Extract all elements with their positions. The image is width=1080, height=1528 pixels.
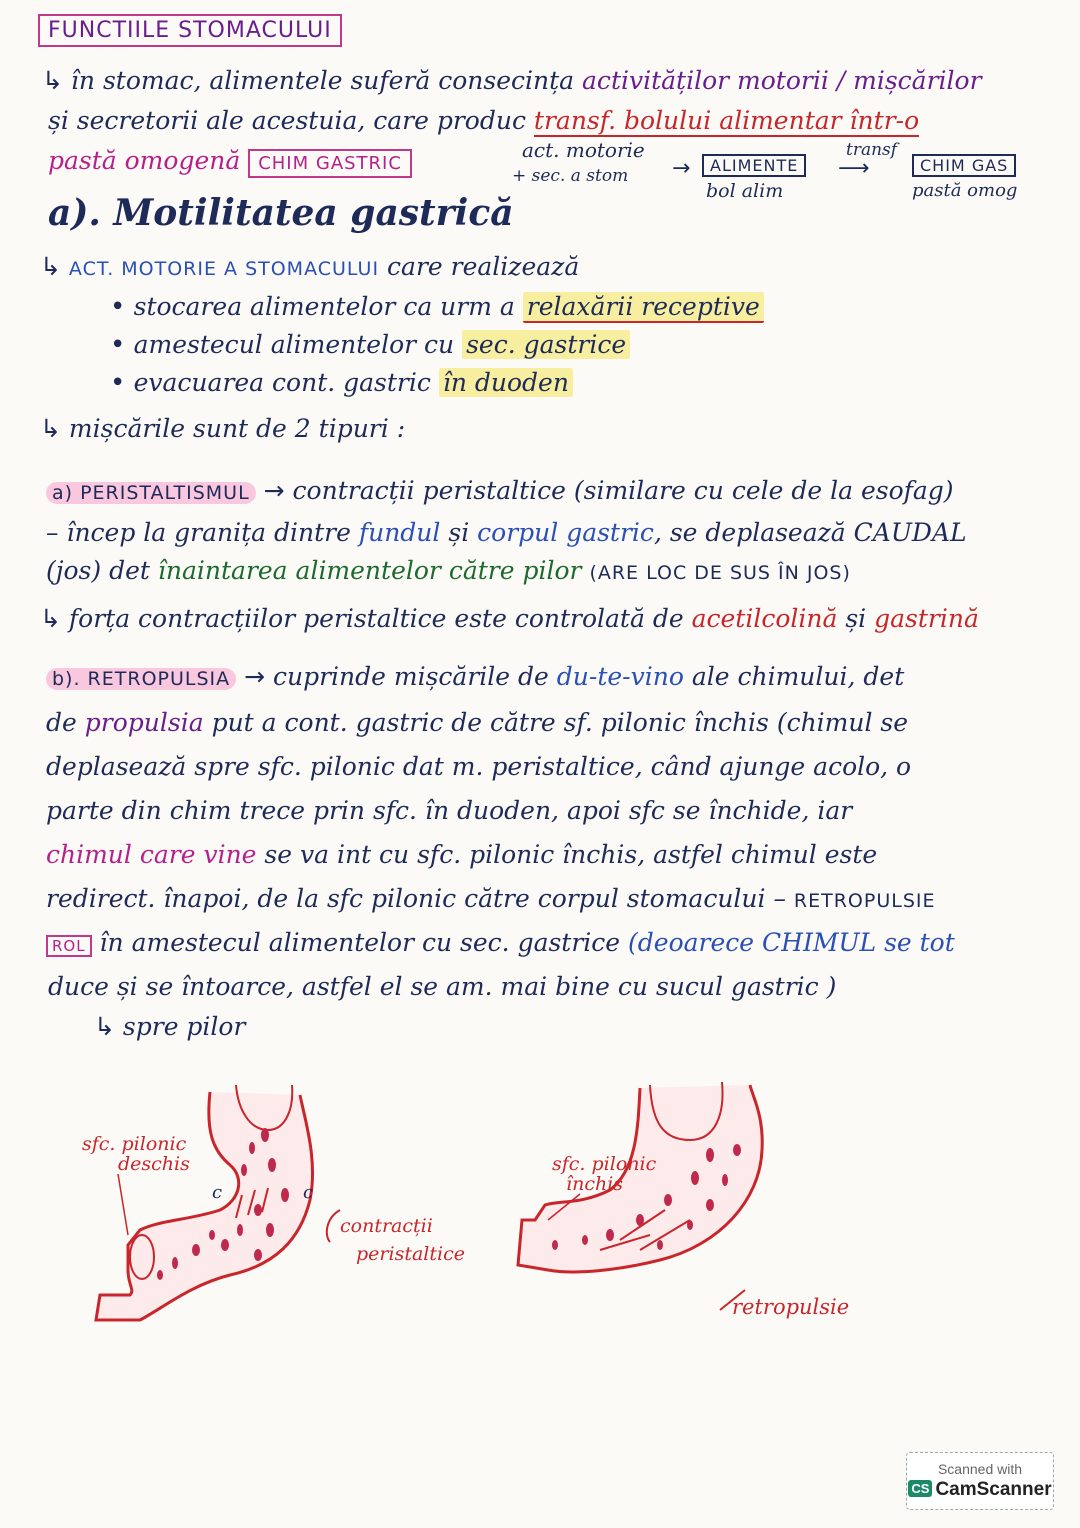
left-diagram-c2: c: [303, 1182, 314, 1203]
left-stomach-drawing: [82, 1085, 465, 1320]
stomach-diagrams: [0, 1070, 1080, 1360]
right-diagram-label-2: închis: [566, 1173, 624, 1195]
intro-line-3: pastă omogenă CHIM GASTRIC: [48, 146, 412, 175]
retropulsia-line-7: ROL în amestecul alimentelor cu sec. gastrice (deoarece CHIMUL se tot: [46, 928, 955, 957]
camscanner-logo-icon: CS: [908, 1480, 932, 1497]
arrow-icon: ↳: [40, 414, 69, 443]
arrow-icon: ↳: [40, 252, 69, 281]
left-diagram-caption-1: contracții: [340, 1215, 433, 1237]
act-motorie-line: ↳ ACT. MOTORIE A STOMACULUI care realizează: [40, 252, 580, 281]
peristaltism-line-2: – încep la granița dintre fundul și corpul gastric, se deplasează CAUDAL: [46, 518, 967, 547]
bullet-item-2: • amestecul alimentelor cu sec. gastrice: [110, 330, 630, 360]
bullet-item-1: • stocarea alimentelor ca urm a relaxării receptive: [110, 292, 764, 322]
flow-box-alimente: ALIMENTE: [702, 154, 806, 177]
bullet-item-3: • evacuarea cont. gastric în duoden: [110, 368, 573, 398]
peristaltism-label: a) PERISTALTISMUL: [46, 482, 256, 504]
peristaltism-line-3: (jos) det înaintarea alimentelor către pilor (ARE LOC DE SUS ÎN JOS): [46, 556, 851, 585]
left-diagram-c1: c: [212, 1182, 223, 1203]
retropulsia-line-2: de propulsia put a cont. gastric de către sf. pilonic închis (chimul se: [46, 708, 909, 737]
arrow-icon: →: [263, 476, 293, 505]
right-stomach-drawing: [518, 1082, 849, 1319]
left-diagram-label-2: deschis: [118, 1153, 190, 1175]
miscari-line: ↳ mișcările sunt de 2 tipuri :: [40, 414, 406, 443]
arrow-icon: ↳: [40, 604, 69, 633]
arrow-icon: ↳: [94, 1012, 123, 1041]
forta-line: ↳ forța contracțiilor peristaltice este controlată de acetilcolină și gastrină: [40, 604, 979, 633]
page-title: FUNCTIILE STOMACULUI: [38, 14, 342, 47]
retropulsia-line-8: duce și se întoarce, astfel el se am. mai bine cu sucul gastric ): [48, 972, 837, 1001]
retropulsia-line-4: parte din chim trece prin sfc. în duoden, apoi sfc se închide, iar: [46, 796, 853, 825]
retropulsia-line-6: redirect. înapoi, de la sfc pilonic către corpul stomacului – RETROPULSIE: [46, 884, 936, 913]
chim-gastric-box: CHIM GASTRIC: [248, 149, 412, 178]
left-diagram-label-1: sfc. pilonic: [82, 1133, 187, 1155]
flow-below: + sec. a stom: [512, 166, 629, 186]
retropulsia-line-1: b). RETROPULSIA → cuprinde mișcările de du-te-vino ale chimului, det: [46, 662, 904, 691]
flow-box1-sub: bol alim: [706, 180, 784, 202]
peristaltism-line-1: a) PERISTALTISMUL → contracții peristaltice (similare cu cele de la esofag): [46, 476, 954, 505]
flow-arrow-icon: →: [672, 156, 691, 181]
right-diagram-label-1: sfc. pilonic: [552, 1153, 657, 1175]
flow-box2-sub: pastă omog: [912, 180, 1018, 201]
right-diagram-caption: retropulsie: [732, 1295, 850, 1319]
arrow-icon: →: [244, 662, 273, 691]
intro-line-1: ↳ în stomac, alimentele suferă consecința activităților motorii / mișcărilor: [42, 66, 982, 95]
retropulsia-label: b). RETROPULSIA: [46, 668, 236, 690]
flow-arrow2-icon: ⟶: [838, 156, 870, 181]
retropulsia-line-5: chimul care vine se va int cu sfc. pilonic închis, astfel chimul este: [46, 840, 878, 869]
retropulsia-line-3: deplasează spre sfc. pilonic dat m. peristaltice, când ajunge acolo, o: [46, 752, 912, 781]
left-diagram-caption-2: peristaltice: [356, 1243, 465, 1265]
flow-box-chim: CHIM GAS: [912, 154, 1016, 177]
section-heading-motilitate: a). Motilitatea gastrică: [48, 192, 514, 234]
arrow-icon: ↳: [42, 66, 71, 95]
retropulsia-line-9: ↳ spre pilor: [94, 1012, 246, 1041]
rol-box: ROL: [46, 935, 92, 957]
camscanner-watermark: Scanned with CS CamScanner: [906, 1452, 1054, 1510]
flow-above: act. motorie: [522, 138, 645, 162]
intro-line-2: și secretorii ale acestuia, care produc transf. bolului alimentar într-o: [48, 106, 920, 135]
flow-mid: transf: [846, 140, 898, 160]
